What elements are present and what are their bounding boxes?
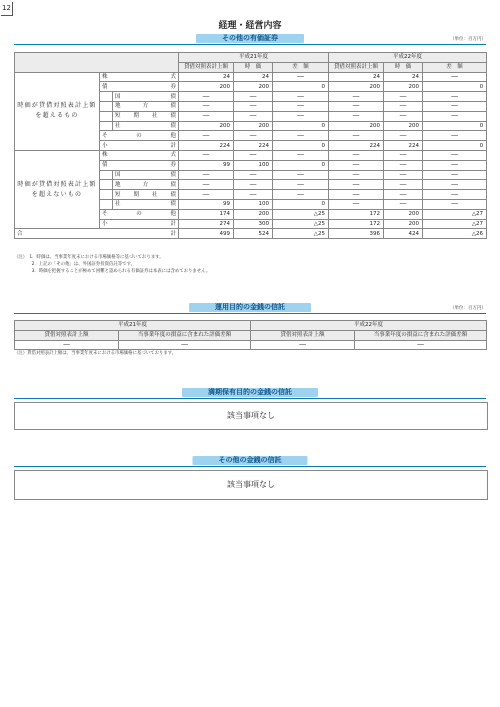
table-cell: ── (273, 170, 329, 180)
table-cell: △25 (273, 219, 329, 229)
table-cell: 200 (179, 82, 234, 92)
table-cell: 224 (329, 141, 384, 151)
row-label: 短 期 社 債 (113, 111, 179, 121)
table-cell: ── (384, 170, 423, 180)
table-cell: ── (179, 180, 234, 190)
row-label: そ の 他 (100, 131, 179, 141)
table-cell: ── (355, 340, 487, 350)
table-cell: ── (329, 190, 384, 200)
table-cell: △25 (273, 229, 329, 239)
page-number: 12 (1, 2, 13, 16)
total-row (15, 229, 487, 239)
table-cell: ── (15, 340, 119, 350)
table-cell: ── (384, 101, 423, 111)
table-cell: ── (234, 92, 273, 102)
table-cell: ── (423, 92, 487, 102)
section-header-other-trust (14, 456, 486, 467)
table-cell: ── (423, 170, 487, 180)
table-cell: 172 (329, 219, 384, 229)
table-cell: ── (384, 111, 423, 121)
year-header: 平成21年度 (15, 321, 251, 331)
table-cell: ── (384, 190, 423, 200)
note-trading-trust (14, 350, 176, 357)
table-cell: ── (384, 160, 423, 170)
table-cell: 0 (273, 121, 329, 131)
table-cell: ── (329, 199, 384, 209)
table-cell: ── (179, 190, 234, 200)
table-cell: ── (423, 190, 487, 200)
table-cell: 24 (234, 72, 273, 82)
column-header: 貸借対照表計上額 (179, 62, 234, 72)
table-cell: ── (384, 92, 423, 102)
page-title: 経理・経営内容 (218, 21, 282, 31)
table-cell: ── (179, 101, 234, 111)
table-cell: △27 (423, 219, 487, 229)
table-cell: 0 (423, 121, 487, 131)
section-title: 運用目的の金銭の信託 (189, 303, 311, 312)
table-cell: ── (329, 131, 384, 141)
row-label: 株 式 (100, 150, 179, 160)
row-label: 地 方 債 (113, 101, 179, 111)
table-cell: 274 (179, 219, 234, 229)
indent-cell (100, 190, 113, 200)
indent-cell (100, 199, 113, 209)
table-cell: 200 (384, 121, 423, 131)
table-cell: ── (329, 170, 384, 180)
column-header: 差 額 (423, 62, 487, 72)
column-header: 時 価 (234, 62, 273, 72)
table-cell: 100 (234, 199, 273, 209)
row-label: 国 債 (113, 170, 179, 180)
table-cell: ── (329, 101, 384, 111)
table-cell: ── (273, 190, 329, 200)
table-cell: ── (273, 131, 329, 141)
not-applicable-box: 該当事項なし (14, 470, 488, 500)
table-cell: 224 (234, 141, 273, 151)
table-cell: 0 (423, 141, 487, 151)
row-label: 国 債 (113, 92, 179, 102)
year-header: 平成22年度 (329, 53, 487, 63)
table-cell: 24 (384, 72, 423, 82)
indent-cell (100, 121, 113, 131)
table-row (15, 72, 487, 82)
table-cell: 499 (179, 229, 234, 239)
section-header-held-to-maturity-trust (14, 388, 486, 399)
note-line: （注） 1．時価は、当事業年度末における市場価格等に基づいております。 (14, 255, 164, 260)
column-header: 当事業年度の損益に含まれた評価差額 (355, 330, 487, 340)
column-header: 当事業年度の損益に含まれた評価差額 (119, 330, 251, 340)
table-cell: 200 (384, 219, 423, 229)
not-applicable-box: 該当事項なし (14, 402, 488, 430)
row-label: 社 債 (113, 199, 179, 209)
table-cell: ── (251, 340, 355, 350)
table-cell: 0 (273, 199, 329, 209)
table-cell: ── (329, 160, 384, 170)
header-corner (15, 53, 179, 73)
table-cell: 200 (234, 209, 273, 219)
table-cell: 24 (179, 72, 234, 82)
table-cell: 300 (234, 219, 273, 229)
indent-cell (100, 101, 113, 111)
table-cell: 174 (179, 209, 234, 219)
row-label: 債 券 (100, 160, 179, 170)
year-header: 平成21年度 (179, 53, 329, 63)
table-cell: ── (119, 340, 251, 350)
table-cell: ── (329, 111, 384, 121)
note-line: 2．上記の「その他」は、外国証券投資信託等です。 (14, 262, 135, 267)
other-securities-table (14, 52, 487, 239)
table-cell: ── (234, 131, 273, 141)
section-title: その他の有価証券 (196, 34, 304, 43)
trading-trust-table (14, 320, 487, 350)
table-cell: 200 (234, 82, 273, 92)
group-label: 時価が貸借対照表計上額を超えるもの (15, 72, 100, 150)
section-header-trading-trust (14, 303, 486, 314)
table-cell: ── (423, 72, 487, 82)
section-title: その他の金銭の信託 (193, 456, 308, 465)
table-cell: 172 (329, 209, 384, 219)
note-line: 3．時価を把握することが極めて困難と認められる有価証券は本表には含めておりません。 (14, 269, 211, 274)
table-cell: ── (273, 72, 329, 82)
row-label: 債 券 (100, 82, 179, 92)
table-cell: ── (423, 131, 487, 141)
unit-label: （単位：百万円） (450, 37, 486, 42)
section-title: 満期保有目的の金銭の信託 (182, 388, 318, 397)
notes-securities (14, 254, 210, 275)
row-label: 短 期 社 債 (113, 190, 179, 200)
table-cell: △26 (423, 229, 487, 239)
column-header: 貸借対照表計上額 (329, 62, 384, 72)
note-line: （注）貸借対照表計上額は、当事業年度末における市場価格に基づいております。 (14, 351, 177, 356)
table-cell: ── (423, 180, 487, 190)
table-cell: ── (423, 111, 487, 121)
row-label: 株 式 (100, 72, 179, 82)
table-cell: ── (179, 131, 234, 141)
table-cell: 0 (273, 160, 329, 170)
table-cell: ── (179, 111, 234, 121)
table-cell: ── (179, 150, 234, 160)
table-cell: ── (423, 160, 487, 170)
indent-cell (100, 170, 113, 180)
table-cell: ── (273, 111, 329, 121)
table-cell: 200 (234, 121, 273, 131)
row-label: 合 計 (15, 229, 179, 239)
table-cell: ── (329, 92, 384, 102)
table-cell: 524 (234, 229, 273, 239)
table-cell: 200 (384, 82, 423, 92)
table-cell: ── (179, 170, 234, 180)
table-cell: ── (423, 150, 487, 160)
table-cell: ── (423, 101, 487, 111)
column-header: 貸借対照表計上額 (251, 330, 355, 340)
table-cell: ── (329, 180, 384, 190)
table-cell: ── (384, 199, 423, 209)
table-cell: ── (234, 101, 273, 111)
column-header: 時 価 (384, 62, 423, 72)
table-cell: ── (423, 199, 487, 209)
table-cell: ── (234, 150, 273, 160)
table-cell: ── (384, 180, 423, 190)
table-row (15, 150, 487, 160)
table-cell: ── (329, 150, 384, 160)
row-label: 地 方 債 (113, 180, 179, 190)
table-cell: 224 (384, 141, 423, 151)
group-label: 時価が貸借対照表計上額を超えないもの (15, 150, 100, 228)
indent-cell (100, 180, 113, 190)
table-cell: ── (384, 150, 423, 160)
table-cell: ── (273, 150, 329, 160)
table-cell: 200 (384, 209, 423, 219)
table-cell: ── (234, 180, 273, 190)
row-label: そ の 他 (100, 209, 179, 219)
table-cell: △27 (423, 209, 487, 219)
table-cell: 0 (273, 82, 329, 92)
table-cell: 0 (423, 82, 487, 92)
column-header: 貸借対照表計上額 (15, 330, 119, 340)
table-cell: ── (179, 92, 234, 102)
row-label: 小 計 (100, 219, 179, 229)
table-cell: 24 (329, 72, 384, 82)
year-header: 平成22年度 (251, 321, 487, 331)
column-header: 差 額 (273, 62, 329, 72)
table-cell: 224 (179, 141, 234, 151)
table-cell: ── (234, 170, 273, 180)
table-cell: ── (273, 180, 329, 190)
table-cell: ── (273, 101, 329, 111)
section-header-other-securities (14, 34, 486, 45)
table-cell: 200 (179, 121, 234, 131)
table-cell: 100 (234, 160, 273, 170)
table-cell: 396 (329, 229, 384, 239)
indent-cell (100, 111, 113, 121)
table-cell: 99 (179, 199, 234, 209)
indent-cell (100, 92, 113, 102)
table-cell: ── (273, 92, 329, 102)
table-cell: 99 (179, 160, 234, 170)
table-cell: ── (234, 190, 273, 200)
table-cell: 0 (273, 141, 329, 151)
table-cell: ── (384, 131, 423, 141)
unit-label: （単位：百万円） (450, 306, 486, 311)
table-cell: ── (234, 111, 273, 121)
table-cell: △25 (273, 209, 329, 219)
table-cell: 200 (329, 121, 384, 131)
row-label: 小 計 (100, 141, 179, 151)
table-cell: 424 (384, 229, 423, 239)
table-cell: 200 (329, 82, 384, 92)
row-label: 社 債 (113, 121, 179, 131)
